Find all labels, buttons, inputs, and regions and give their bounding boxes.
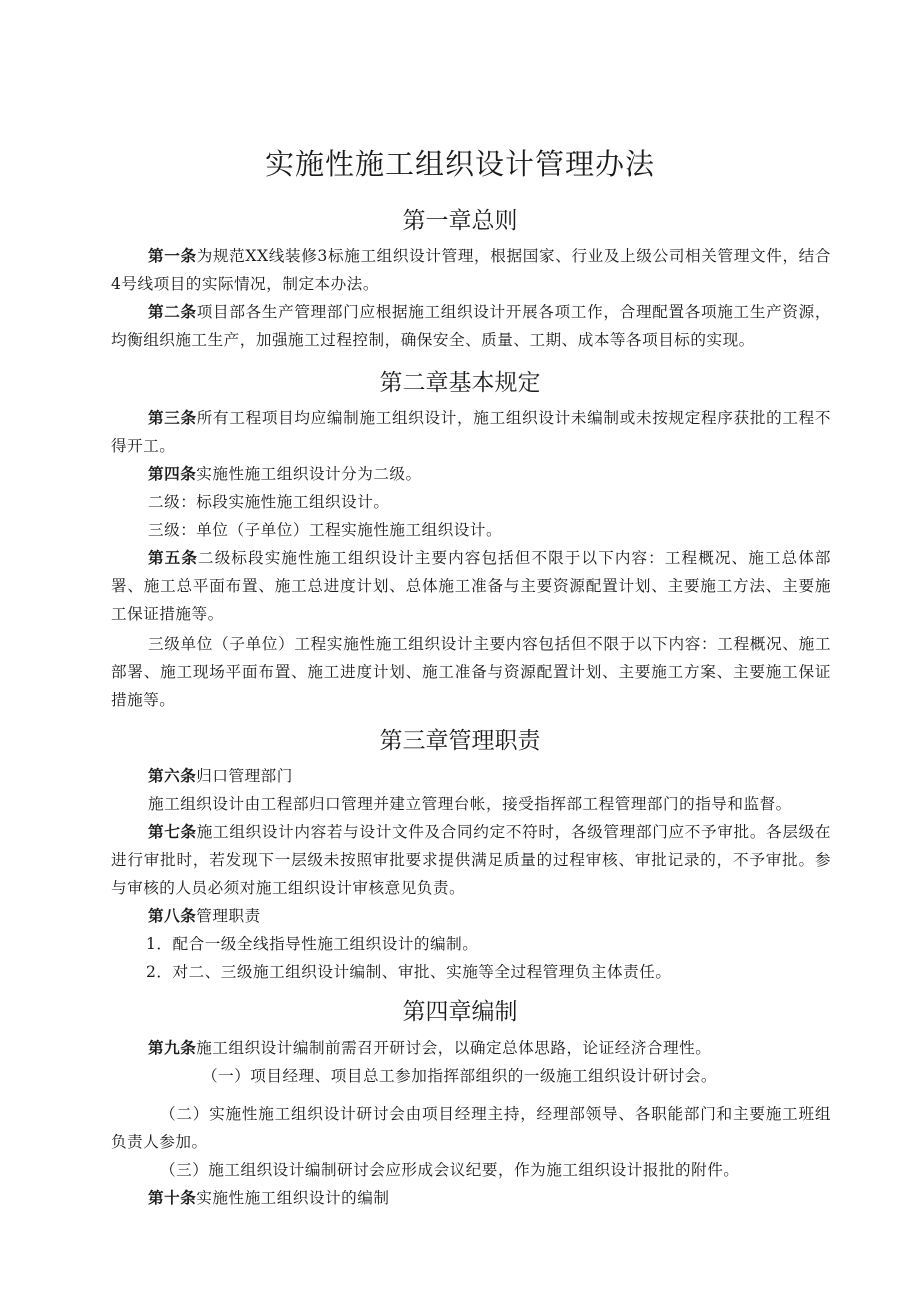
chapter-4-heading: 第四章编制 [402, 999, 518, 1025]
article-6 [111, 762, 831, 790]
article-2 [111, 298, 831, 354]
article-8-text: 管理职责 [196, 907, 261, 925]
article-5-text: 二级标段实施性施工组织设计主要内容包括但不限于以下内容：工程概况、施工总体部署、施工总平面布置、施工总进度计划、总体施工准备与主要资源配置计划、主要施工方法、主要施工保证措施等。 [111, 549, 831, 623]
article-4-text: 实施性施工组织设计分为二级。 [196, 465, 422, 483]
article-9-sub-1: （一）项目经理、项目总工参加指挥部组织的一级施工组织设计研讨会。 [202, 1067, 718, 1085]
article-8-item-2: 2．对二、三级施工组织设计编制、审批、实施等全过程管理负主体责任。 [146, 963, 672, 981]
article-6-text: 归口管理部门 [196, 767, 293, 785]
article-7-label: 第七条 [148, 823, 197, 841]
article-4-level-3: 三级：单位（子单位）工程实施性施工组织设计。 [148, 521, 503, 539]
article-3-label: 第三条 [148, 409, 197, 427]
article-4-label: 第四条 [148, 465, 197, 483]
article-7 [111, 818, 831, 902]
article-9-sub-3: （三）施工组织设计编制研讨会应形成会议纪要，作为施工组织设计报批的附件。 [160, 1161, 740, 1179]
chapter-3-heading: 第三章管理职责 [379, 728, 541, 754]
article-4 [111, 460, 831, 488]
article-9-text: 施工组织设计编制前需召开研讨会，以确定总体思路，论证经济合理性。 [196, 1039, 712, 1057]
article-1 [111, 242, 831, 298]
article-6-paragraph: 施工组织设计由工程部归口管理并建立管理台帐，接受指挥部工程管理部门的指导和监督。 [148, 795, 792, 813]
article-2-text: 项目部各生产管理部门应根据施工组织设计开展各项工作，合理配置各项施工生产资源，均衡组织施工生产，加强施工过程控制，确保安全、质量、工期、成本等各项目标的实现。 [111, 303, 831, 349]
article-10-label: 第十条 [148, 1189, 197, 1207]
article-6-label: 第六条 [148, 767, 197, 785]
article-3-text: 所有工程项目均应编制施工组织设计，施工组织设计未编制或未按规定程序获批的工程不得开工。 [111, 409, 831, 455]
article-8-item-1: 1．配合一级全线指导性施工组织设计的编制。 [146, 935, 479, 953]
article-9-label: 第九条 [148, 1039, 197, 1057]
article-1-label: 第一条 [148, 247, 197, 265]
chapter-2-heading: 第二章基本规定 [379, 370, 541, 396]
article-5-label: 第五条 [148, 549, 199, 567]
article-2-label: 第二条 [148, 303, 197, 321]
chapter-1-heading: 第一章总则 [402, 208, 518, 234]
article-9 [111, 1034, 831, 1062]
article-1-text: 为规范XX线装修3标施工组织设计管理，根据国家、行业及上级公司相关管理文件，结合4号线项目的实际情况，制定本办法。 [111, 247, 831, 293]
document-title: 实施性施工组织设计管理办法 [264, 147, 655, 181]
article-10-text: 实施性施工组织设计的编制 [196, 1189, 390, 1207]
article-9-sub-2: （二）实施性施工组织设计研讨会由项目经理主持，经理部领导、各职能部门和主要施工班组负责人参加。 [111, 1105, 831, 1151]
article-5 [111, 544, 831, 628]
article-8 [111, 902, 831, 930]
article-3 [111, 404, 831, 460]
article-4-level-2: 二级：标段实施性施工组织设计。 [148, 493, 390, 511]
article-7-text: 施工组织设计内容若与设计文件及合同约定不符时，各级管理部门应不予审批。各层级在进行审批时，若发现下一层级未按照审批要求提供满足质量的过程审核、审批记录的，不予审批。参与审核的人员必须对施工组织设计审核意见负责。 [111, 823, 831, 897]
article-5-paragraph-2: 三级单位（子单位）工程实施性施工组织设计主要内容包括但不限于以下内容：工程概况、施工部署、施工现场平面布置、施工进度计划、施工准备与资源配置计划、主要施工方案、主要施工保证措施等。 [111, 635, 831, 709]
article-8-label: 第八条 [148, 907, 197, 925]
article-10 [111, 1184, 831, 1212]
